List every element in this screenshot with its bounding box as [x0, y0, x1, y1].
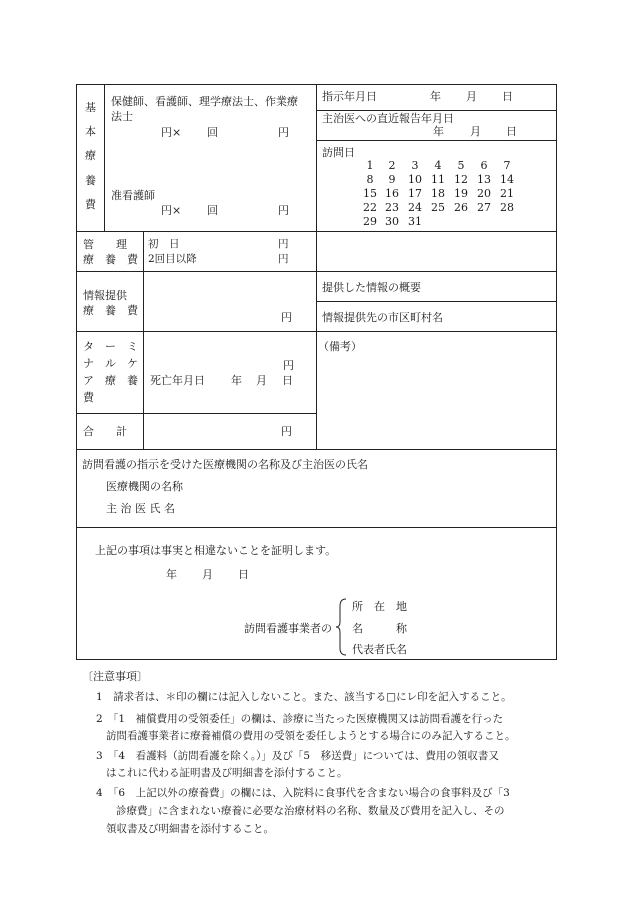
- remarks-label: （備考）: [318, 340, 362, 353]
- calendar-day: 19: [454, 187, 468, 200]
- instruction-year: 年: [430, 90, 441, 103]
- death-day: 日: [282, 374, 293, 387]
- calendar-day: 27: [477, 201, 491, 214]
- instruction-date-label: 指示年月日: [322, 90, 377, 103]
- assistant-times: 回: [207, 204, 218, 217]
- table-right-border: [556, 84, 557, 660]
- death-month: 月: [256, 374, 267, 387]
- management-first-day-yen: 円: [278, 238, 289, 250]
- row-divider-total: [76, 449, 557, 450]
- basic-label-char-3: 療: [85, 149, 96, 162]
- report-date-label: 主治医への直近報告年月日: [322, 112, 454, 125]
- nurse-types-line2: 法士: [111, 110, 133, 123]
- info-overview-label: 提供した情報の概要: [322, 281, 421, 294]
- nurse-yen: 円: [278, 126, 289, 139]
- calendar-day: 21: [500, 187, 514, 200]
- visit-date-label: 訪問日: [322, 146, 355, 159]
- calendar-day: 24: [408, 201, 422, 214]
- basic-label-char-4: 養: [85, 174, 96, 187]
- note-3-line1: 3 「4 看護料（訪問看護を除く。）」及び「5 移送費」については、費用の領収書又: [96, 750, 499, 762]
- center-column-divider: [316, 84, 317, 449]
- calendar-day: 10: [408, 173, 422, 186]
- calendar-day: 31: [408, 215, 422, 228]
- calendar-day: 3: [411, 159, 419, 172]
- calendar-day: 18: [431, 187, 445, 200]
- note-3-line2: はこれに代わる証明書及び明細書を添付すること。: [106, 767, 348, 779]
- death-year: 年: [231, 374, 242, 387]
- info-municipality-label: 情報提供先の市区町村名: [322, 311, 443, 324]
- right-divider-3: [316, 301, 557, 302]
- basic-label-char-1: 基: [85, 101, 96, 114]
- right-divider-1: [316, 110, 557, 111]
- institution-name-label: 医療機関の名称: [106, 480, 183, 493]
- calendar-day: 26: [454, 201, 468, 214]
- terminal-label-line4: 費: [83, 391, 94, 404]
- calendar-day: 5: [457, 159, 465, 172]
- certification-statement: 上記の事項は事実と相違ないことを証明します。: [95, 544, 337, 557]
- calendar-day: 22: [363, 201, 377, 214]
- report-year: 年: [433, 125, 444, 138]
- calendar-day: 13: [477, 173, 491, 186]
- table-bottom-border: [76, 659, 557, 660]
- right-divider-4: [316, 331, 557, 332]
- calendar-day: 20: [477, 187, 491, 200]
- calendar-day: 2: [388, 159, 396, 172]
- management-first-day: 初 日: [148, 238, 180, 250]
- assistant-yen-times: 円×: [161, 204, 182, 217]
- provider-name-label: 名 称: [352, 622, 407, 635]
- note-1: 1 請求者は、＊印の欄には記入しないこと。また、該当する□にレ印を記入すること。: [96, 691, 512, 703]
- calendar-day: 23: [385, 201, 399, 214]
- terminal-label-line1: タ ー ミ: [83, 340, 138, 353]
- management-label-line1: 管 理: [83, 238, 127, 251]
- instruction-day: 日: [502, 90, 513, 103]
- provider-representative-label: 代表者氏名: [352, 643, 407, 656]
- management-second-onward: 2回目以降: [148, 253, 197, 265]
- calendar-day: 12: [454, 173, 468, 186]
- label-column-divider: [104, 84, 105, 231]
- calendar-day: 25: [431, 201, 445, 214]
- provider-address-label: 所 在 地: [352, 600, 407, 613]
- report-month: 月: [470, 125, 481, 138]
- terminal-label-line3: ア 療 養: [83, 374, 138, 387]
- basic-label-char-5: 費: [85, 198, 96, 211]
- notes-heading: 〔注意事項〕: [82, 670, 148, 683]
- report-day: 日: [506, 125, 517, 138]
- calendar-day: 7: [503, 159, 511, 172]
- calendar-day: 4: [434, 159, 442, 172]
- total-yen: 円: [281, 425, 292, 438]
- management-label-line2: 療 養 費: [83, 253, 138, 266]
- row-divider-info: [76, 331, 316, 332]
- basic-label-char-2: 本: [85, 125, 96, 138]
- note-4-line1: 4 「6 上記以外の療養費」の欄には、入院料に食事代を含まない場合の食事料及び「3: [96, 787, 510, 799]
- calendar-day: 9: [388, 173, 396, 186]
- calendar-day: 8: [366, 173, 374, 186]
- calendar-day: 17: [408, 187, 422, 200]
- calendar-day: 15: [363, 187, 377, 200]
- institution-heading: 訪問看護の指示を受けた医療機関の名称及び主治医の氏名: [82, 458, 368, 471]
- calendar-day: 1: [366, 159, 374, 172]
- info-label-line1: 情報提供: [83, 289, 127, 302]
- calendar-day: 29: [363, 215, 377, 228]
- terminal-label-line2: ナ ル ケ: [83, 357, 138, 370]
- note-2-line2: 訪問看護事業者に療養補償の費用の受領を委任しようとする場合にのみ記入すること。: [106, 730, 516, 742]
- note-2-line1: 2 「1 補償費用の受領委任」の欄は、診療に当たった医療機関又は訪問看護を行った: [96, 713, 504, 725]
- table-left-border: [76, 84, 77, 660]
- assistant-nurse-label: 准看護師: [111, 189, 155, 202]
- calendar-day: 30: [385, 215, 399, 228]
- certification-month: 月: [202, 568, 213, 581]
- terminal-yen: 円: [283, 359, 294, 372]
- note-4-line2: 診療費」に含まれない療養に必要な治療材料の名称、数量及び費用を記入し、その: [116, 805, 505, 817]
- provider-label: 訪問看護事業者の: [244, 622, 332, 635]
- calendar-day: 16: [385, 187, 399, 200]
- info-label-line2: 療 養 費: [83, 304, 138, 317]
- curly-brace-icon: [335, 598, 347, 656]
- certification-day: 日: [238, 568, 249, 581]
- nurse-times: 回: [207, 126, 218, 139]
- calendar-day: 11: [431, 173, 445, 186]
- instruction-month: 月: [466, 90, 477, 103]
- note-4-line3: 領収書及び明細書を添付すること。: [106, 823, 274, 835]
- assistant-yen: 円: [278, 204, 289, 217]
- management-second-onward-yen: 円: [278, 253, 289, 265]
- certification-year: 年: [166, 568, 177, 581]
- label-column-divider-lower: [143, 231, 144, 449]
- row-divider-institution: [76, 527, 557, 528]
- total-label: 合 計: [83, 425, 127, 438]
- right-divider-2: [316, 140, 557, 141]
- nurse-yen-times: 円×: [161, 126, 182, 139]
- nurse-types-line1: 保健師、看護師、理学療法士、作業療: [111, 95, 298, 108]
- doctor-name-label: 主 治 医 氏 名: [106, 502, 175, 515]
- calendar-day: 28: [500, 201, 514, 214]
- calendar-day: 6: [480, 159, 488, 172]
- info-yen: 円: [281, 311, 292, 324]
- calendar-day: 14: [500, 173, 514, 186]
- row-divider-terminal: [76, 413, 316, 414]
- death-date-label: 死亡年月日: [150, 374, 205, 387]
